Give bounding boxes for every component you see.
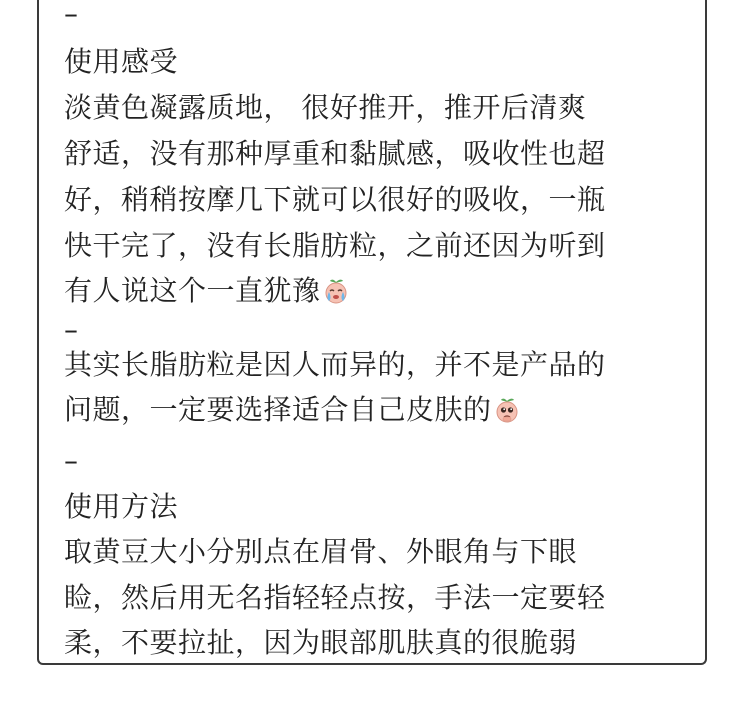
text-line: 问题，一定要选择适合自己皮肤的 [64, 393, 492, 426]
pleading-peach-emoji-icon [494, 397, 520, 423]
section-heading-usage: 使用方法 [64, 490, 179, 523]
crying-peach-emoji-icon [323, 278, 349, 304]
text-line-with-emoji [64, 269, 349, 313]
section-heading-experience: 使用感受 [64, 45, 179, 78]
separator-dash: – [64, 313, 79, 346]
text-line: 快干完了，没有长脂肪粒，之前还因为听到 [64, 229, 606, 262]
text-line: 舒适，没有那种厚重和黏腻感，吸收性也超 [64, 137, 606, 170]
text-line-with-emoji [64, 388, 520, 432]
separator-dash: – [64, 0, 79, 30]
post-content-card [37, 0, 707, 665]
text-line: 好，稍稍按摩几下就可以很好的吸收，一瓶 [64, 183, 606, 216]
text-line: 柔，不要拉扯，因为眼部肌肤真的很脆弱 [64, 626, 578, 659]
text-line: 淡黄色凝露质地， 很好推开，推开后清爽 [64, 91, 587, 124]
text-line: 有人说这个一直犹豫 [64, 274, 321, 307]
text-line: 其实长脂肪粒是因人而异的，并不是产品的 [64, 348, 606, 381]
text-line: 取黄豆大小分别点在眉骨、外眼角与下眼 [64, 535, 578, 568]
text-line: 睑，然后用无名指轻轻点按，手法一定要轻 [64, 581, 606, 614]
separator-dash: – [64, 444, 79, 477]
